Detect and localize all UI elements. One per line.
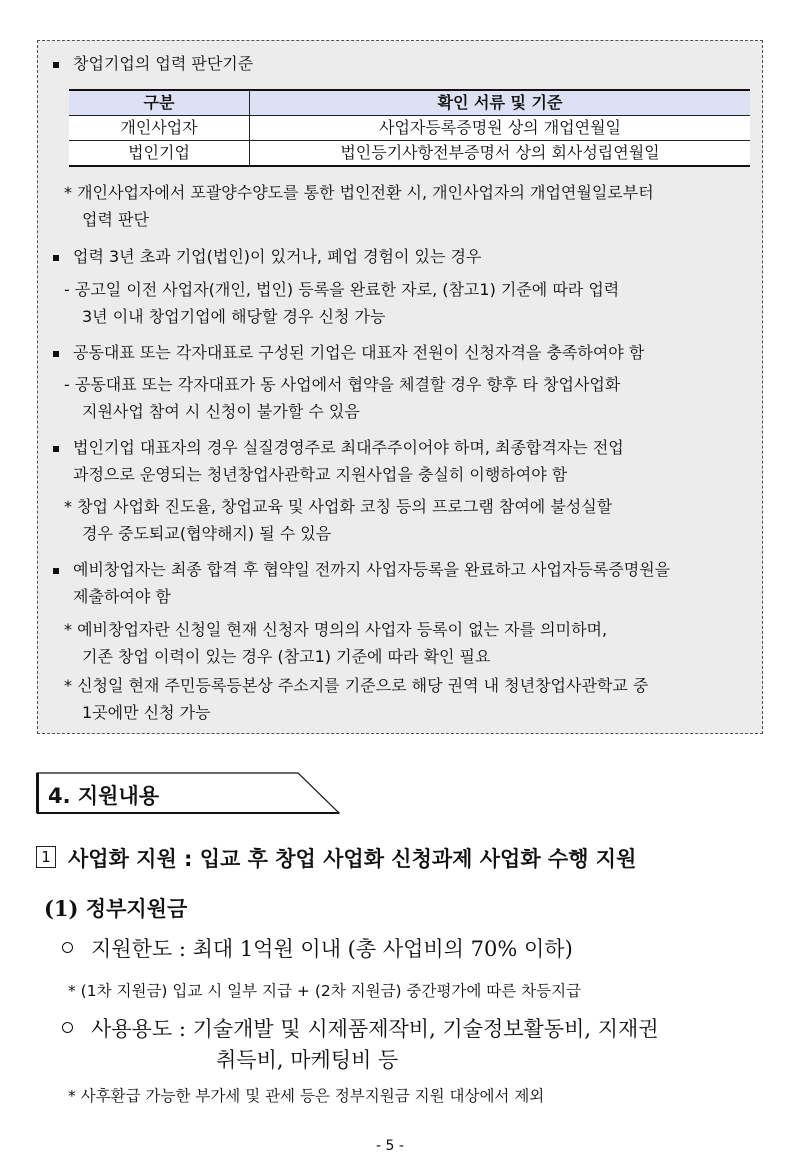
usage-line2: 취득비, 마케팅비 등 [216, 1048, 399, 1072]
section-title-text: 4. 지원내용 [48, 784, 160, 808]
table-cell: 법인등기사항전부증명서 상의 회사성립연월일 [250, 141, 751, 167]
support-limit-note: * (1차 지원금) 입교 시 일부 지급 + (2차 지원금) 중간평가에 따른 차등지급 [68, 982, 582, 1000]
usage-line1: 사용용도 : 기술개발 및 시제품제작비, 기술정보활동비, 지재권 [91, 1017, 659, 1041]
table-row [69, 141, 750, 167]
circle-bullet-icon [62, 942, 73, 953]
bullet-corporate-ceo-line1: 법인기업 대표자의 경우 실질경영주로 최대주주이어야 하며, 최종합격자는 전업 [73, 438, 624, 457]
square-bullet-icon [53, 568, 59, 574]
item-title: 사업화 지원 : 입교 후 창업 사업화 신청과제 사업화 수행 지원 [68, 847, 637, 871]
bullet-pre-founder-line1: 예비창업자는 최종 합격 후 협약일 전까지 사업자등록을 완료하고 사업자등록증명원을 [73, 560, 671, 579]
note-pre-founder-def-line1: * 예비창업자란 신청일 현재 신청자 명의의 사업자 등록이 없는 자를 의미하며, [64, 620, 608, 639]
note-dropout-line1: * 창업 사업화 진도율, 창업교육 및 사업화 코칭 등의 프로그램 참여에 불성실할 [64, 497, 613, 516]
square-bullet-icon [53, 255, 59, 261]
table-cell: 사업자등록증명원 상의 개업연월일 [250, 116, 751, 141]
usage-note: * 사후환급 가능한 부가세 및 관세 등은 정부지원금 지원 대상에서 제외 [68, 1087, 545, 1105]
bullet-pre-founder-line2: 제출하여야 함 [73, 587, 171, 606]
bullet-startup-age-criteria: 창업기업의 업력 판단기준 [73, 54, 254, 73]
note-conversion-line2: 업력 판단 [82, 210, 149, 229]
square-bullet-icon [53, 446, 59, 452]
note-conversion-line1: * 개인사업자에서 포괄양수양도를 통한 법인전환 시, 개인사업자의 개업연월일로부터 [64, 183, 654, 202]
detail-registration-line1: - 공고일 이전 사업자(개인, 법인) 등록을 완료한 자로, (참고1) 기준에 따라 업력 [64, 280, 620, 299]
bullet-over-3-years: 업력 3년 초과 기업(법인)이 있거나, 폐업 경험이 있는 경우 [73, 247, 482, 266]
table-header-document: 확인 서류 및 기준 [250, 90, 751, 116]
bullet-corporate-ceo-line2: 과정으로 운영되는 청년창업사관학교 지원사업을 충실히 이행하여야 함 [73, 465, 568, 484]
subsection-government-funding: (1) 정부지원금 [44, 896, 188, 921]
page-number: - 5 - [376, 1138, 404, 1154]
detail-joint-line1: - 공동대표 또는 각자대표가 동 사업에서 협약을 체결할 경우 향후 타 창업사업화 [64, 375, 621, 394]
table-cell: 법인기업 [69, 141, 250, 167]
section-title [36, 772, 340, 814]
table-row [69, 116, 750, 141]
detail-registration-line2: 3년 이내 창업기업에 해당할 경우 신청 가능 [82, 307, 386, 326]
note-dropout-line2: 경우 중도퇴교(협약해지) 될 수 있음 [82, 524, 332, 543]
note-region-line1: * 신청일 현재 주민등록등본상 주소지를 기준으로 해당 권역 내 청년창업사관학교 중 [64, 676, 649, 695]
bullet-joint-representative: 공동대표 또는 각자대표로 구성된 기업은 대표자 전원이 신청자격을 충족하여야 함 [73, 343, 645, 362]
note-pre-founder-def-line2: 기존 창업 이력이 있는 경우 (참고1) 기준에 따라 확인 필요 [82, 647, 491, 666]
square-bullet-icon [53, 62, 59, 68]
square-bullet-icon [53, 351, 59, 357]
detail-joint-line2: 지원사업 참여 시 신청이 불가할 수 있음 [82, 402, 360, 421]
criteria-table [69, 89, 750, 167]
table-header-category: 구분 [69, 90, 250, 116]
circle-bullet-icon [62, 1022, 73, 1033]
note-region-line2: 1곳에만 신청 가능 [82, 703, 211, 722]
eligibility-notes-box [37, 40, 763, 734]
item-number-box: 1 [36, 846, 56, 868]
table-cell: 개인사업자 [69, 116, 250, 141]
support-limit: 지원한도 : 최대 1억원 이내 (총 사업비의 70% 이하) [91, 937, 573, 961]
